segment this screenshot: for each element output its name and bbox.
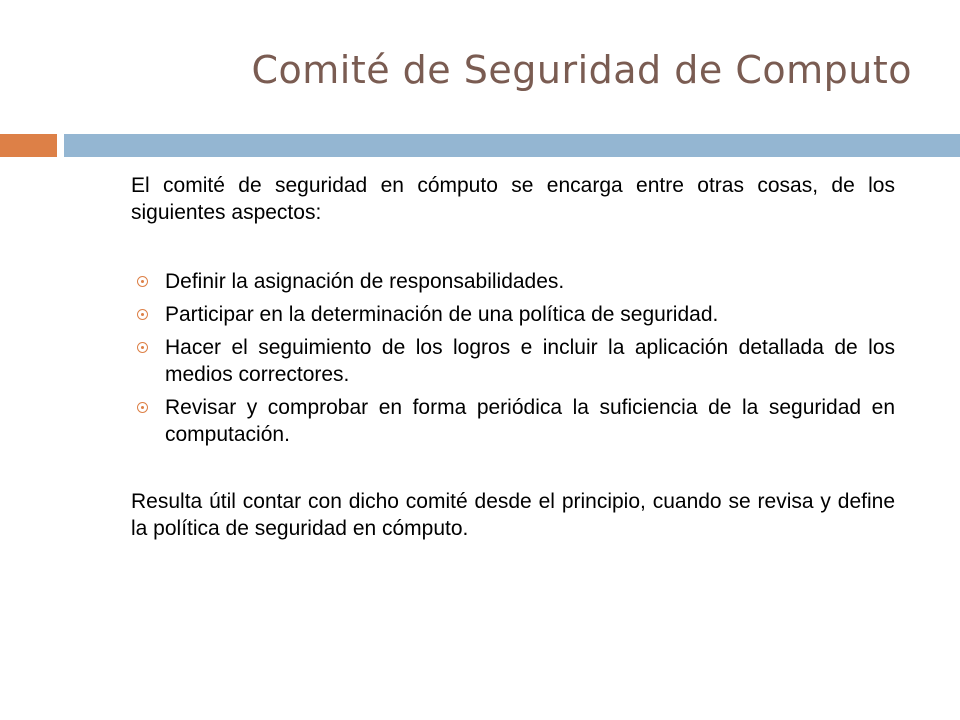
circle-bullet-icon	[137, 342, 148, 353]
bullet-item	[131, 394, 895, 448]
circle-bullet-icon	[137, 276, 148, 287]
bullet-text: Definir la asignación de responsabilidades.	[165, 270, 565, 293]
bullet-list	[131, 268, 895, 448]
slide-body	[131, 172, 895, 542]
bullet-text: Hacer el seguimiento de los logros e incluir la aplicación detallada de los medios correctores.	[165, 336, 895, 386]
bullet-text: Participar en la determinación de una política de seguridad.	[165, 303, 719, 326]
bullet-item	[131, 334, 895, 388]
circle-bullet-icon	[137, 309, 148, 320]
bullet-text: Revisar y comprobar en forma periódica la suficiencia de la seguridad en computación.	[165, 396, 895, 446]
bullet-item	[131, 301, 895, 328]
circle-bullet-icon	[137, 402, 148, 413]
intro-paragraph: El comité de seguridad en cómputo se encarga entre otras cosas, de los siguientes aspectos:	[131, 174, 895, 224]
closing-paragraph: Resulta útil contar con dicho comité desde el principio, cuando se revisa y define la política de seguridad en cómputo.	[131, 490, 895, 540]
accent-bar-orange	[0, 134, 57, 157]
slide-title: Comité de Seguridad de Computo	[251, 48, 912, 92]
bullet-item	[131, 268, 895, 295]
accent-bar-blue	[64, 134, 960, 157]
